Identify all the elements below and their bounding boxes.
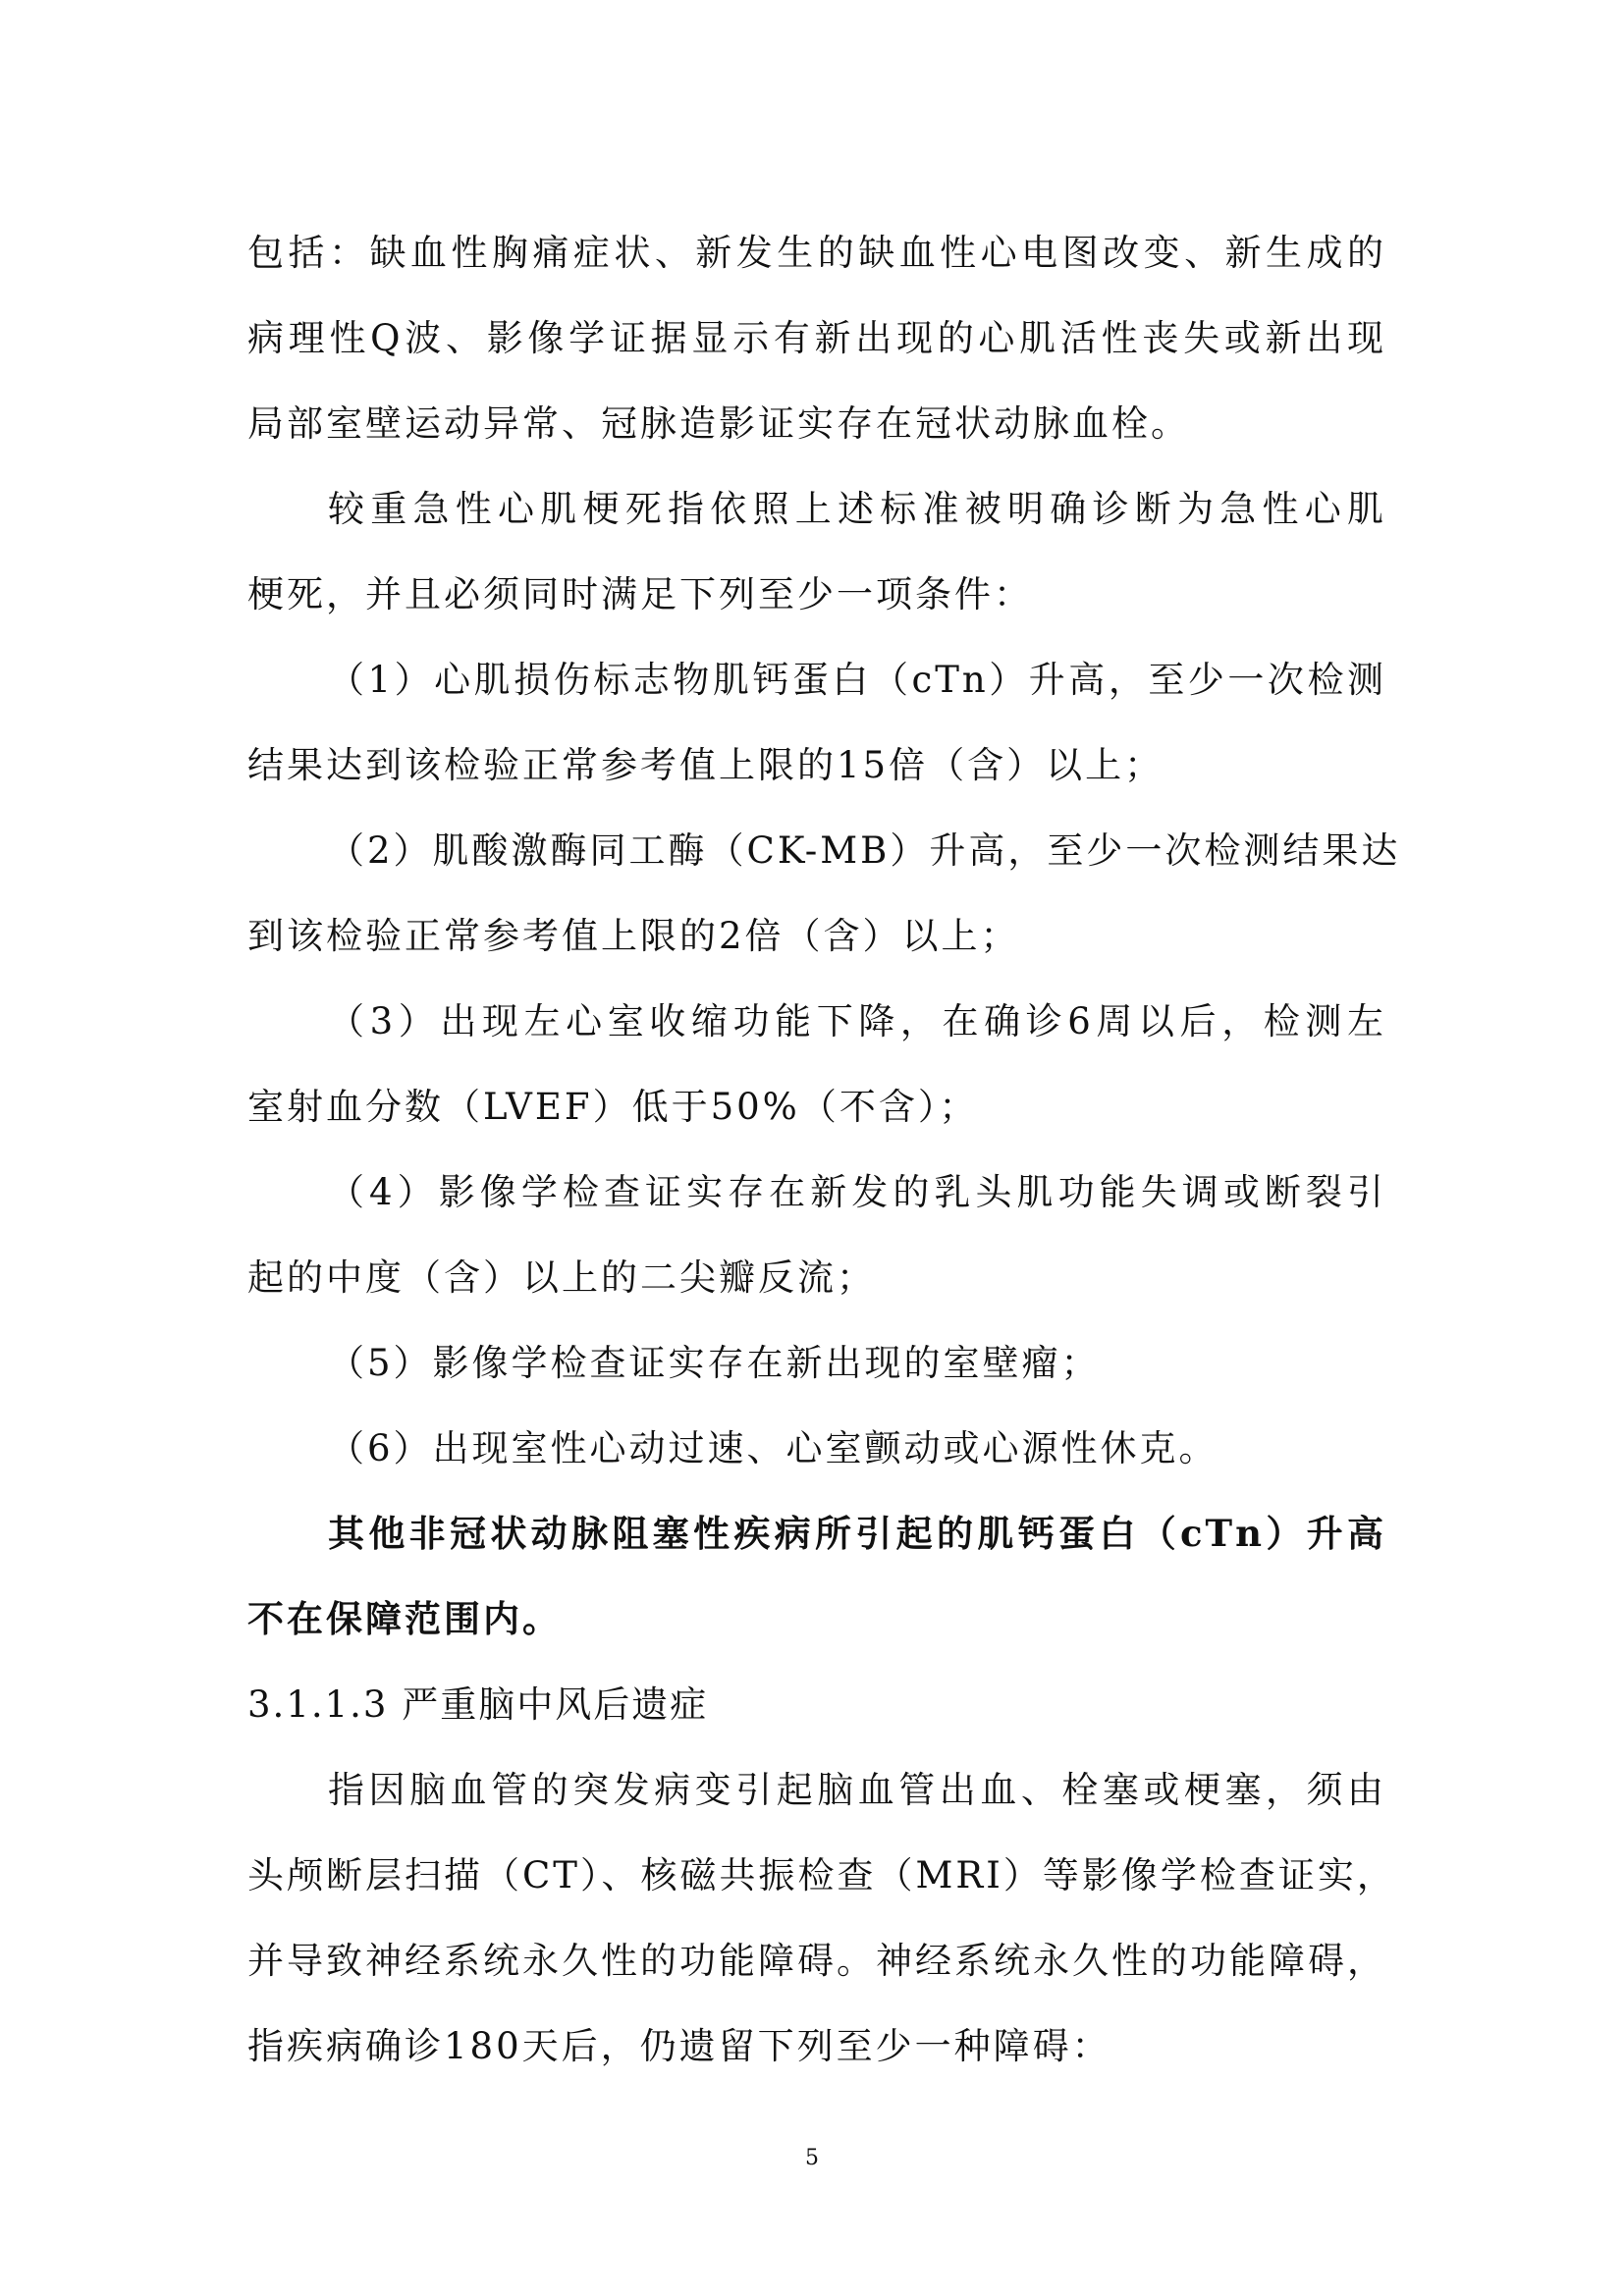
list-item-line: （1）心肌损伤标志物肌钙蛋白（cTn）升高，至少一次检测: [328, 659, 1386, 701]
list-item-line: （5）影像学检查证实存在新出现的室壁瘤；: [328, 1342, 1101, 1384]
list-item-line: （4）影像学检查证实存在新发的乳头肌功能失调或断裂引: [328, 1171, 1386, 1213]
paragraph-line: 病理性Q波、影像学证据显示有新出现的心肌活性丧失或新出现: [247, 317, 1386, 359]
list-item-line: （6）出现室性心动过速、心室颤动或心源性休克。: [328, 1427, 1218, 1469]
list-item-line: 到该检验正常参考值上限的2倍（含）以上；: [247, 915, 1020, 957]
paragraph-line: 包括：缺血性胸痛症状、新发生的缺血性心电图改变、新生成的: [247, 232, 1386, 274]
paragraph-line: 头颅断层扫描（CT）、核磁共振检查（MRI）等影像学检查证实，: [247, 1854, 1396, 1896]
list-item-line: 起的中度（含）以上的二尖瓣反流；: [247, 1256, 876, 1299]
bold-exclusion-line: 其他非冠状动脉阻塞性疾病所引起的肌钙蛋白（cTn）升高: [328, 1512, 1386, 1555]
paragraph-line: 指因脑血管的突发病变引起脑血管出血、栓塞或梗塞，须由: [328, 1769, 1386, 1811]
list-item-line: （2）肌酸激酶同工酶（CK-MB）升高，至少一次检测结果达: [328, 829, 1401, 872]
paragraph-line: 局部室壁运动异常、冠脉造影证实存在冠状动脉血栓。: [247, 402, 1190, 445]
bold-exclusion-line: 不在保障范围内。: [247, 1597, 562, 1640]
page-number: 5: [805, 2146, 819, 2170]
list-item-line: （3）出现左心室收缩功能下降，在确诊6周以后，检测左: [328, 1000, 1386, 1042]
list-item-line: 室射血分数（LVEF）低于50%（不含）；: [247, 1086, 979, 1128]
document-body: [247, 210, 1401, 2089]
paragraph-line: 指疾病确诊180天后，仍遗留下列至少一种障碍：: [247, 2025, 1111, 2067]
paragraph-line: 较重急性心肌梗死指依照上述标准被明确诊断为急性心肌: [328, 488, 1386, 530]
list-item-line: 结果达到该检验正常参考值上限的15倍（含）以上；: [247, 744, 1164, 786]
paragraph-line: 梗死，并且必须同时满足下列至少一项条件：: [247, 573, 1033, 615]
section-heading: 3.1.1.3 严重脑中风后遗症: [247, 1683, 709, 1726]
paragraph-line: 并导致神经系统永久性的功能障碍。神经系统永久性的功能障碍，: [247, 1940, 1386, 1982]
